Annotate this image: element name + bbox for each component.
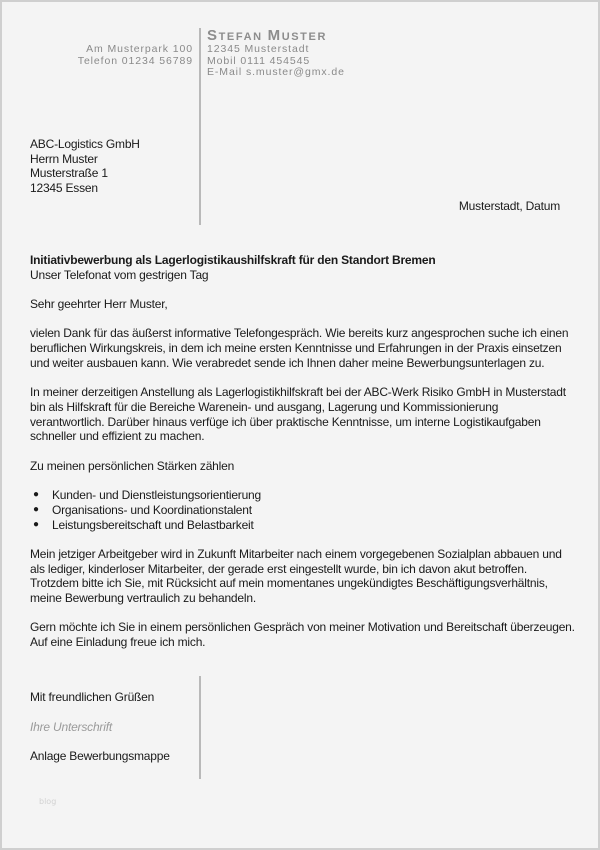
signature-placeholder: Ihre Unterschrift — [30, 720, 112, 734]
sender-last-name: Muster — [267, 27, 327, 44]
place-date: Musterstadt, Datum — [458, 199, 560, 213]
paragraph-current-job: In meiner derzeitigen Anstellung als Lagerlogistikhilfskraft bei der ABC-Werk Risiko GmbH in Musterstadt bin als Hilfskraft für die Bereiche Warenein- und ausgang, Lagerung und Kommissionierung verantwortlich. Darüber hinaus verfüge ich über praktische Kenntnisse, um interne Logistikaufgaben schneller und effizient zu machen. — [30, 385, 566, 444]
header-divider-line — [199, 28, 201, 225]
paragraph-intro: vielen Dank für das äußerst informative Telefongespräch. Wie bereits kurz angesprochen suche ich einen beruflichen Wirkungskreis, in dem ich meine ersten Kenntnisse und Erfahrungen in der Praxis einsetzen und weiter ausbauen kann. Wie verabredet sende ich Ihnen daher meine Bewerbungsunterlagen zu. — [30, 326, 569, 370]
list-item — [30, 503, 575, 518]
letter-body — [30, 253, 575, 650]
strength-text: Kunden- und Dienstleistungsorientierung — [52, 488, 262, 503]
sender-city: 12345 Musterstadt — [207, 43, 310, 55]
list-item — [30, 518, 575, 533]
letter-subject: Initiativbewerbung als Lagerlogistikaushilfskraft für den Standort Bremen — [30, 253, 436, 267]
watermark: blog — [39, 797, 57, 806]
recipient-street: Musterstraße 1 — [30, 166, 108, 181]
sender-email: E-Mail s.muster@gmx.de — [207, 66, 345, 78]
salutation: Sehr geehrter Herr Muster, — [30, 297, 168, 312]
paragraph-strengths-intro: Zu meinen persönlichen Stärken zählen — [30, 458, 235, 473]
sender-mobile: Mobil 0111 454545 — [207, 54, 311, 67]
recipient-person: Herrn Muster — [30, 151, 98, 166]
list-item — [30, 488, 575, 503]
letter-reference: Unser Telefonat vom gestrigen Tag — [30, 267, 209, 282]
strengths-list — [30, 488, 575, 532]
sender-phone: Telefon 01234 56789 — [77, 54, 193, 67]
recipient-company: ABC-Logistics GmbH — [30, 137, 140, 151]
closing-greeting: Mit freundlichen Grüßen — [30, 690, 155, 704]
bullet-icon: ● — [33, 518, 39, 530]
sender-street: Am Musterpark 100 — [86, 43, 193, 55]
recipient-city: 12345 Essen — [30, 181, 98, 196]
sender-first-name: Stefan — [207, 27, 263, 44]
bullet-icon: ● — [33, 503, 39, 515]
closing-divider-line — [199, 676, 201, 779]
paragraph-confidentiality: Mein jetziger Arbeitgeber wird in Zukunft Mitarbeiter nach einem vorgegebenen Sozialplan abbauen und als lediger, kinderloser Mitarbeiter, der gerade erst eingestellt wurde, bin ich davon akut betroffen. Trotzdem bitte ich Sie, mit Rücksicht auf mein momentanes ungekündigtes Beschäftigungsverhältnis, meine Bewerbung vertraulich zu behandeln. — [30, 546, 562, 606]
strength-text: Organisations- und Koordinationstalent — [52, 502, 252, 517]
sender-address-right — [207, 29, 345, 79]
attachment-note: Anlage Bewerbungsmappe — [30, 749, 170, 763]
strength-text: Leistungsbereitschaft und Belastbarkeit — [52, 517, 254, 532]
bullet-icon: ● — [33, 489, 39, 501]
sender-address-left — [78, 44, 193, 67]
paragraph-closing: Gern möchte ich Sie in einem persönlichen Gespräch von meiner Motivation und Bereitschaft überzeugen. Auf eine Einladung freue ich mich. — [30, 620, 575, 650]
sender-name — [207, 29, 345, 43]
recipient-address — [30, 137, 140, 196]
